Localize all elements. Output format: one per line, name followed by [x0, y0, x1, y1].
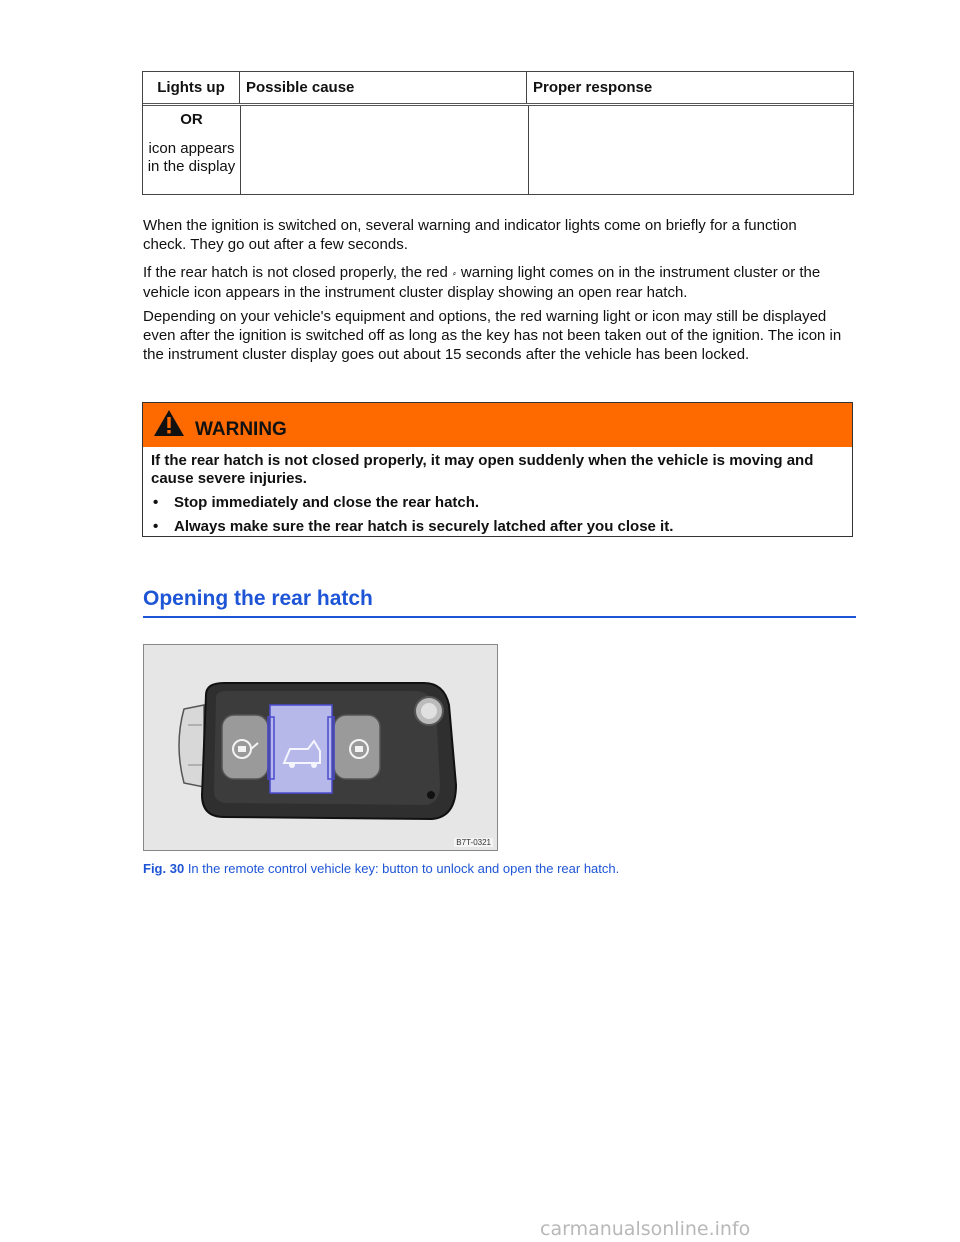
paragraph-icon-duration: Depending on your vehicle's equipment and options, the red warning light or icon may still be displayed even after the ignition is switched off as long as the key has not been taken out of the ignition. The icon in the instrument cluster display goes out about 15 seconds after the vehicle has been locked.: [143, 308, 842, 363]
remote-key-illustration: [144, 645, 498, 851]
bullet-icon: •: [153, 518, 159, 535]
bullet-icon: •: [153, 494, 159, 511]
paragraph-function-check: When the ignition is switched on, several warning and indicator lights come on briefly for a function check. They go out after a few seconds.: [143, 217, 797, 253]
watermark-text: carmanualsonline.info: [540, 1218, 751, 1240]
figure-caption: [143, 861, 619, 876]
warning-content: [143, 447, 852, 536]
cell-lights-up: [143, 106, 241, 194]
warning-bullet-text: Stop immediately and close the rear hatch.: [174, 494, 480, 511]
header-lights-up: Lights up: [143, 72, 240, 103]
remote-key-figure: [143, 644, 498, 851]
cell-or-label: OR: [180, 111, 203, 128]
list-item: [151, 494, 844, 512]
warning-bullet-text: Always make sure the rear hatch is securely latched after you close it.: [174, 518, 674, 535]
warning-triangle-icon: [153, 409, 185, 442]
warning-header-bar: [143, 403, 852, 447]
figure-code: B7T-0321: [456, 838, 491, 847]
paragraph-rear-hatch-warning: [143, 263, 843, 302]
warning-text: If the rear hatch is not closed properly, it may open suddenly when the vehicle is moving and cause severe injuries.: [151, 452, 814, 487]
paragraph-text-before: If the rear hatch is not closed properly, the red: [143, 264, 448, 281]
cell-possible-cause: [241, 106, 529, 194]
cell-proper-response: [529, 106, 853, 194]
paragraph-text-after: warning light comes on in the instrument cluster or the vehicle icon appears in the instrument cluster display showing an open rear hatch.: [143, 264, 821, 301]
warning-light-table: [142, 71, 854, 195]
header-proper-response: Proper response: [533, 79, 653, 96]
section-title: Opening the rear hatch: [143, 587, 856, 618]
warning-box: [142, 402, 853, 537]
header-possible-cause: Possible cause: [240, 72, 527, 103]
cell-icon-text: icon appears in the display: [147, 140, 236, 175]
figure-caption-text: In the remote control vehicle key: button to unlock and open the rear hatch.: [187, 861, 620, 876]
table-row: [143, 106, 853, 194]
rear-hatch-warning-light-icon: ⸗: [452, 267, 456, 278]
warning-label: WARNING: [195, 418, 287, 440]
table-header-row: [143, 72, 853, 106]
list-item: [151, 518, 844, 536]
figure-caption-label: Fig. 30: [143, 861, 185, 876]
